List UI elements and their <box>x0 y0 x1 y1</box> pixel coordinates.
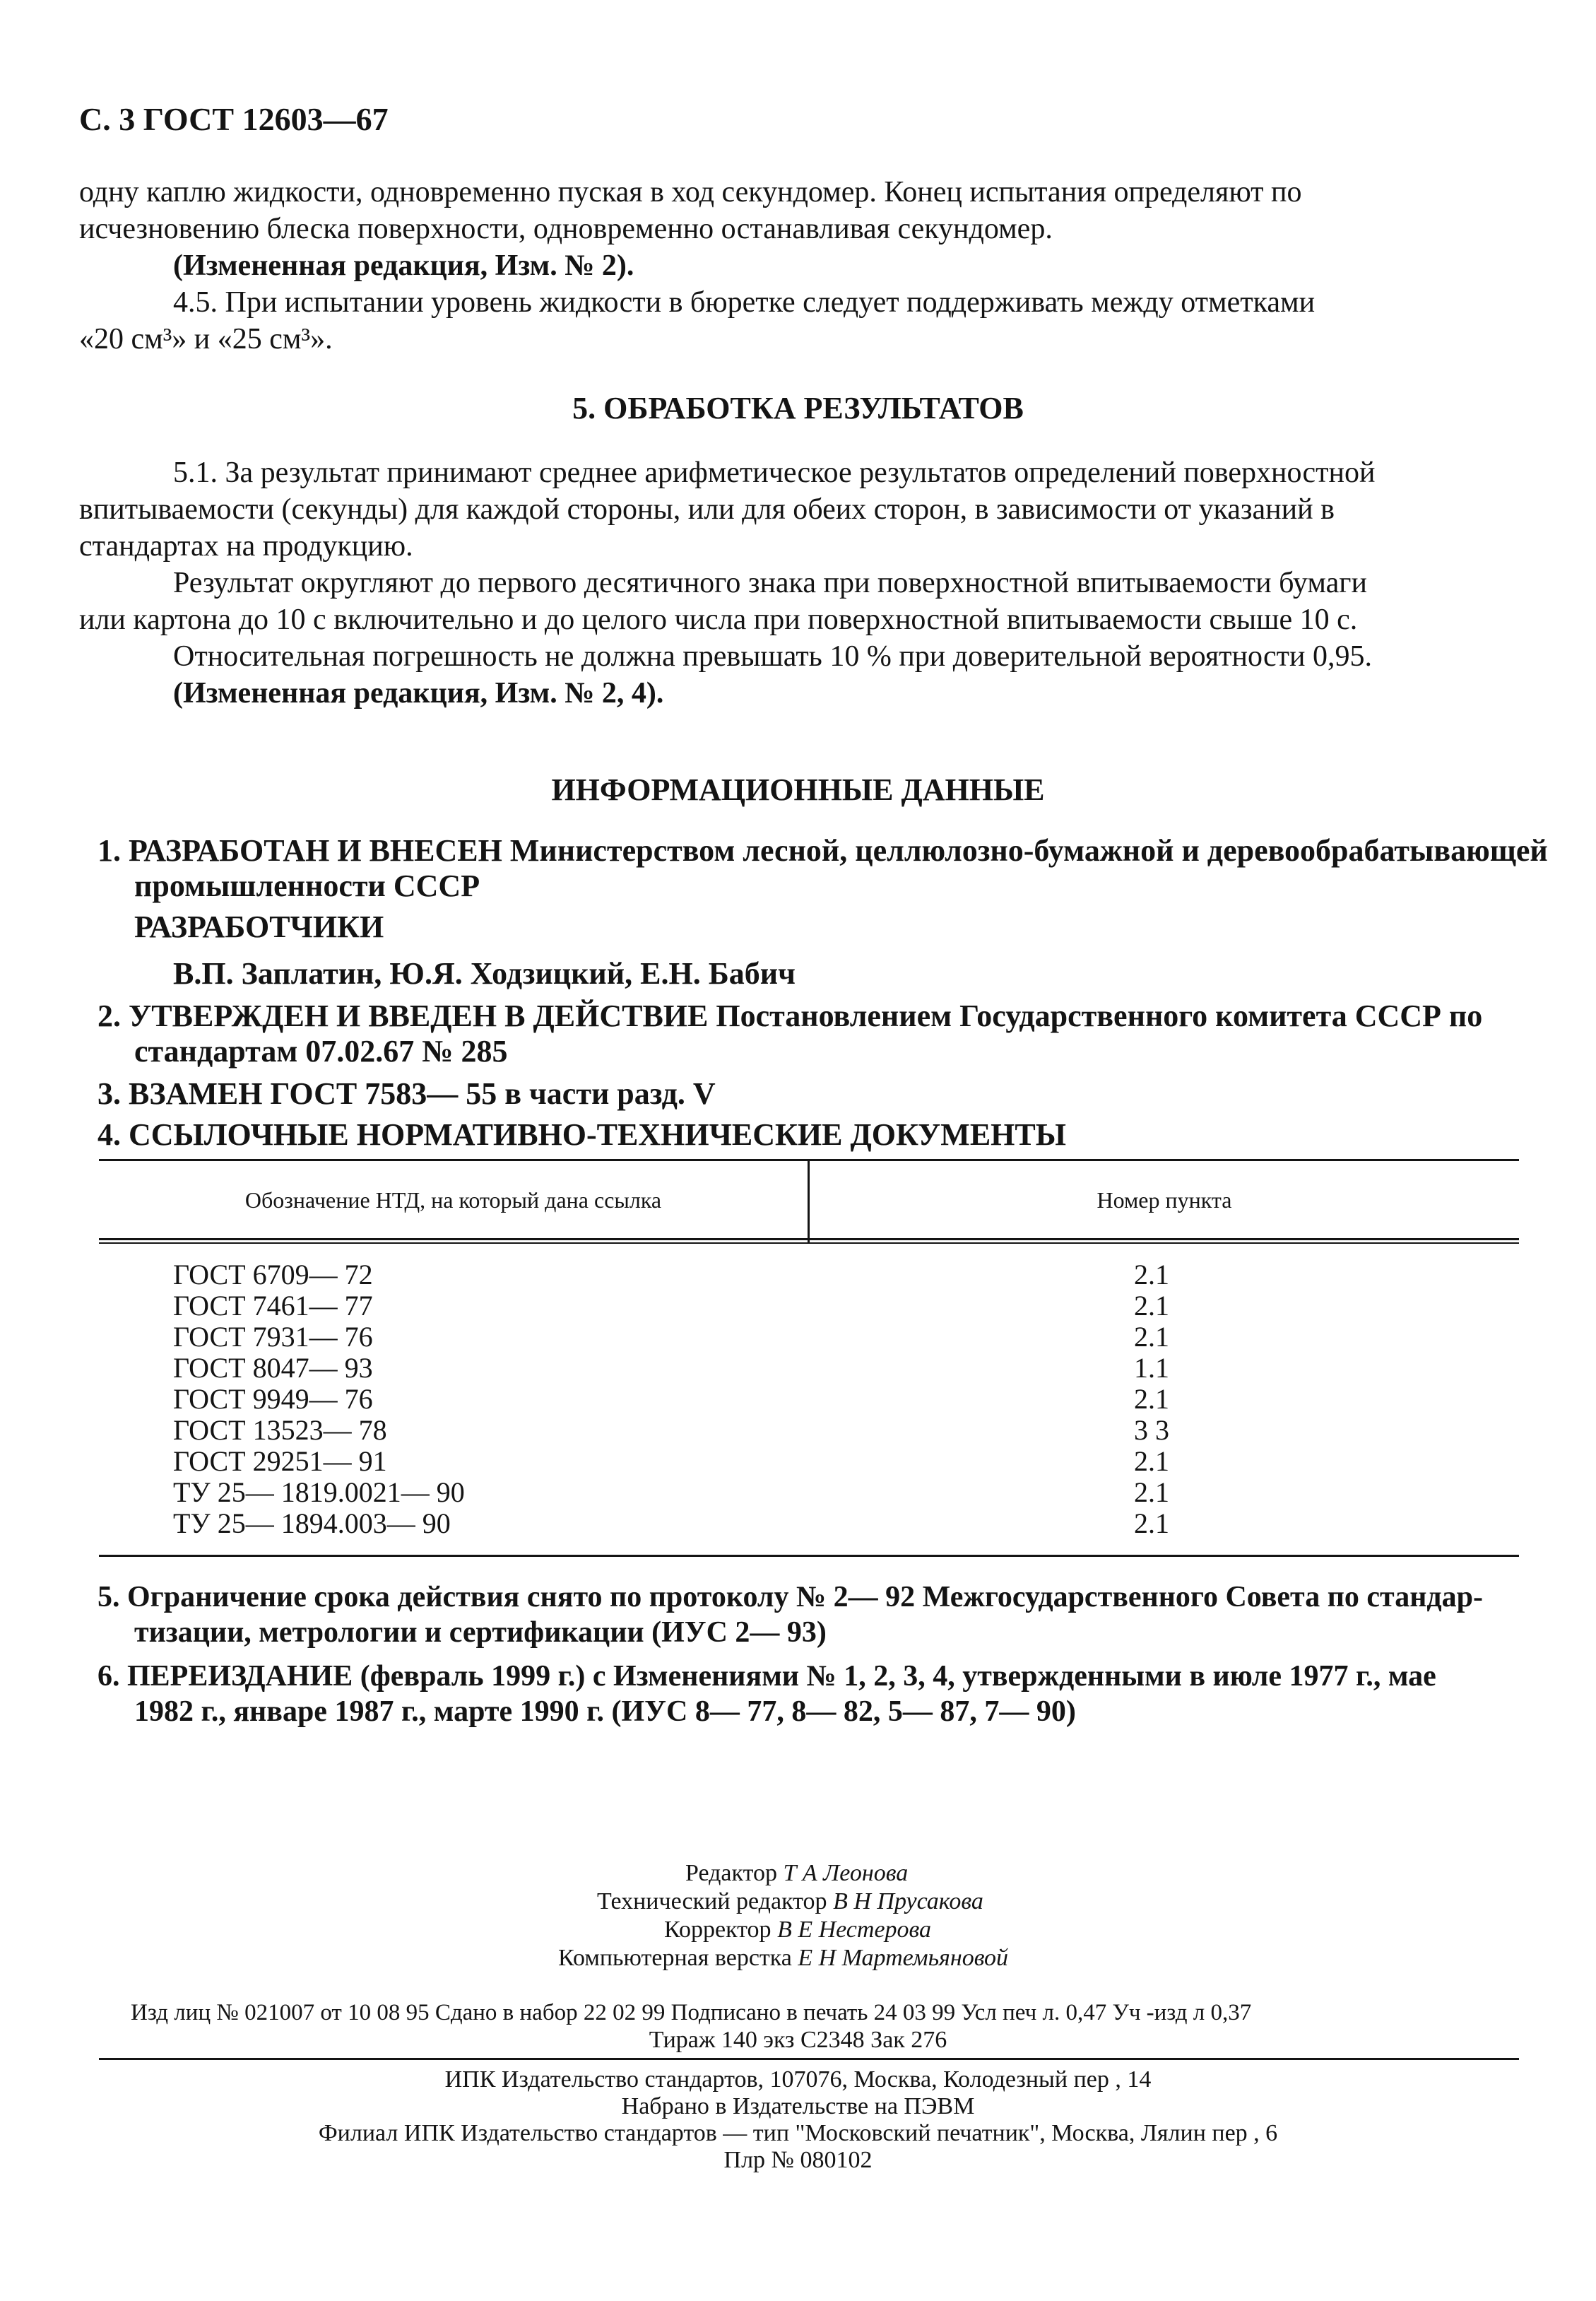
info-item-2: 2. УТВЕРЖДЕН И ВВЕДЕН В ДЕЙСТВИЕ Постановлением Государственного комитета СССР по <box>97 999 1483 1033</box>
credit-corrector <box>664 1917 931 1943</box>
section-title: 5. ОБРАБОТКА РЕЗУЛЬТАТОВ <box>572 391 1024 425</box>
table-point-column <box>1081 1259 1222 1539</box>
paragraph-line: или картона до 10 с включительно и до целого числа при поверхностной впитываемости свыше 10 с. <box>79 604 1358 636</box>
paragraph-line: «20 см³» и «25 см³». <box>79 323 333 355</box>
info-item-3: 3. ВЗАМЕН ГОСТ 7583— 55 в части разд. V <box>97 1076 716 1111</box>
change-note: (Измененная редакция, Изм. № 2). <box>173 249 634 282</box>
paragraph-line: одну каплю жидкости, одновременно пуская в ход секундомер. Конец испытания определяют по <box>79 176 1302 208</box>
paragraph-line: Относительная погрешность не должна превышать 10 % при доверительной вероятности 0,95. <box>173 640 1373 673</box>
credit-layout <box>558 1945 1008 1972</box>
credit-label: Редактор <box>685 1860 777 1886</box>
info-item-6: 6. ПЕРЕИЗДАНИЕ (февраль 1999 г.) с Изменениями № 1, 2, 3, 4, утвержденными в июле 1977 г., мае <box>97 1660 1436 1693</box>
paragraph-line: исчезновению блеска поверхности, одновременно останавливая секундомер. <box>79 213 1053 245</box>
credit-name: В Е Нестерова <box>777 1917 932 1943</box>
imprint-line: Набрано в Издательстве на ПЭВМ <box>621 2093 975 2119</box>
table-row-point: 3 3 <box>1134 1414 1169 1446</box>
table-row-doc: ГОСТ 8047— 93 <box>173 1352 373 1384</box>
table-row-doc: ГОСТ 9949— 76 <box>173 1383 373 1415</box>
info-item-5-cont: тизации, метрологии и сертификации (ИУС 2— 93) <box>134 1616 827 1649</box>
page-header: С. 3 ГОСТ 12603—67 <box>79 101 389 137</box>
table-row-point: 2.1 <box>1134 1445 1169 1477</box>
imprint-rule <box>99 2058 1519 2060</box>
table-row-doc: ТУ 25— 1894.003— 90 <box>173 1507 451 1539</box>
table-bottom-rule <box>99 1555 1519 1557</box>
table-header-doc: Обозначение НТД, на который дана ссылка <box>244 1187 662 1213</box>
paragraph-line: 4.5. При испытании уровень жидкости в бюретке следует поддерживать между отметками <box>173 286 1316 319</box>
table-row-doc: ГОСТ 13523— 78 <box>173 1414 387 1446</box>
table-row-doc: ТУ 25— 1819.0021— 90 <box>173 1476 465 1508</box>
info-title: ИНФОРМАЦИОННЫЕ ДАННЫЕ <box>551 772 1045 807</box>
paragraph-line: 5.1. За результат принимают среднее арифметическое результатов определений поверхностной <box>173 457 1376 489</box>
developers-names: В.П. Заплатин, Ю.Я. Ходзицкий, Е.Н. Бабич <box>173 956 796 991</box>
credit-editor <box>685 1860 908 1887</box>
paragraph-line: Результат округляют до первого десятичного знака при поверхностной впитываемости бумаги <box>173 567 1367 599</box>
credit-label: Корректор <box>664 1917 772 1943</box>
table-header-rule <box>99 1238 1519 1240</box>
table-row-doc: ГОСТ 7931— 76 <box>173 1321 373 1353</box>
table-row-point: 2.1 <box>1134 1259 1169 1290</box>
info-item-6-cont: 1982 г., январе 1987 г., марте 1990 г. (ИУС 8— 77, 8— 82, 5— 87, 7— 90) <box>134 1695 1076 1728</box>
info-item-1: 1. РАЗРАБОТАН И ВНЕСЕН Министерством лесной, целлюлозно-бумажной и деревообрабатывающей <box>97 833 1548 868</box>
credit-name: Т А Леонова <box>783 1860 909 1886</box>
imprint-line: Тираж 140 экз С2348 Зак 276 <box>649 2027 947 2053</box>
table-row-doc: ГОСТ 6709— 72 <box>173 1259 373 1290</box>
credit-name: В Н Прусакова <box>833 1888 983 1914</box>
table-row-point: 1.1 <box>1134 1352 1169 1384</box>
developers-label: РАЗРАБОТЧИКИ <box>134 910 384 944</box>
paragraph-line: стандартах на продукцию. <box>79 530 413 563</box>
table-row-doc: ГОСТ 29251— 91 <box>173 1445 387 1477</box>
table-row-point: 2.1 <box>1134 1321 1169 1353</box>
info-item-1-cont: промышленности СССР <box>134 869 480 903</box>
credit-label: Технический редактор <box>597 1888 827 1914</box>
table-row-doc: ГОСТ 7461— 77 <box>173 1290 373 1322</box>
imprint-line: Изд лиц № 021007 от 10 08 95 Сдано в набор 22 02 99 Подписано в печать 24 03 99 Усл печ л. 0,47 Уч -изд л 0,37 <box>131 2000 1252 2025</box>
imprint-line: Плр № 080102 <box>723 2147 873 2173</box>
imprint-line: Филиал ИПК Издательство стандартов — тип "Московский печатник", Москва, Лялин пер , 6 <box>318 2120 1278 2146</box>
table-header-point: Номер пункта <box>1096 1187 1232 1213</box>
credit-name: Е Н Мартемьяновой <box>798 1945 1009 1971</box>
table-header-rule-2 <box>99 1242 1519 1244</box>
paragraph-line: впитываемости (секунды) для каждой стороны, или для обеих сторон, в зависимости от указаний в <box>79 493 1335 526</box>
change-note: (Измененная редакция, Изм. № 2, 4). <box>173 677 664 710</box>
imprint-line: ИПК Издательство стандартов, 107076, Москва, Колодезный пер , 14 <box>444 2066 1152 2093</box>
table-row-point: 2.1 <box>1134 1507 1169 1539</box>
table-row-point: 2.1 <box>1134 1290 1169 1322</box>
table-row-point: 2.1 <box>1134 1383 1169 1415</box>
credit-tech-editor <box>597 1888 983 1915</box>
info-item-5: 5. Ограничение срока действия снято по протоколу № 2— 92 Межгосударственного Совета по стандар- <box>97 1581 1483 1613</box>
info-item-2-cont: стандартам 07.02.67 № 285 <box>134 1034 508 1069</box>
credit-label: Компьютерная верстка <box>558 1945 792 1971</box>
table-row-point: 2.1 <box>1134 1476 1169 1508</box>
table-doc-column <box>173 1259 465 1539</box>
info-item-4: 4. ССЫЛОЧНЫЕ НОРМАТИВНО-ТЕХНИЧЕСКИЕ ДОКУМЕНТЫ <box>97 1117 1066 1152</box>
